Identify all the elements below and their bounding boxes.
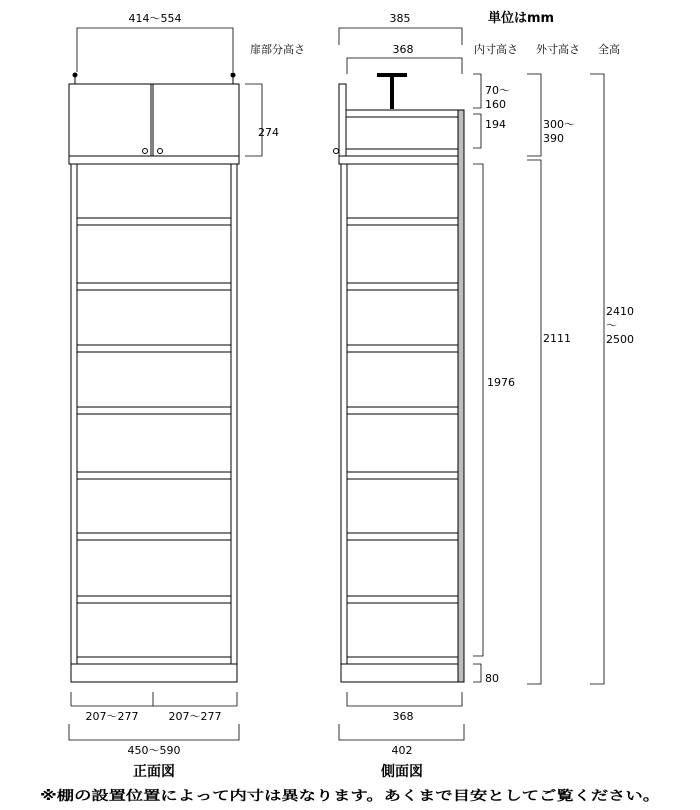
door-height-value: 274: [258, 126, 279, 139]
side-back-panel: [458, 110, 464, 682]
outer-height-dimensions: [527, 74, 575, 684]
adjust-height-a: 70〜: [485, 84, 510, 97]
upper-inner-height: 194: [485, 118, 506, 131]
front-total-width: 450〜590: [127, 744, 181, 757]
side-view: [334, 12, 465, 780]
pole-knob-left: [73, 73, 78, 78]
side-front-rail: [341, 164, 347, 682]
side-upper-back: [339, 84, 346, 164]
total-height-tilde: 〜: [606, 319, 617, 332]
footnote: ※棚の設置位置によって内寸は異なります。あくまで目安としてご覧ください。: [40, 789, 507, 804]
lower-inner-height: 1976: [487, 376, 515, 389]
tension-bar-top: [377, 73, 407, 77]
header-inner-height: 内寸高さ: [474, 43, 518, 56]
upper-outer-b: 390: [543, 132, 564, 145]
total-height-a: 2410: [606, 305, 634, 318]
adjust-height-b: 160: [485, 98, 506, 111]
side-outer-bottom: 402: [391, 744, 413, 757]
side-outer-top: 385: [389, 12, 411, 25]
lower-outer-height: 2111: [543, 332, 571, 345]
side-shelves: [341, 218, 458, 682]
total-height-b: 2500: [606, 333, 634, 346]
front-view: [69, 12, 279, 780]
base-height: 80: [485, 672, 499, 685]
front-left-side: [71, 164, 77, 682]
upper-outer-a: 300〜: [543, 118, 575, 131]
tension-bar-stem: [390, 77, 394, 109]
upper-door-unit: [69, 84, 239, 156]
front-caption: 正面図: [133, 764, 175, 780]
front-half-left: 207〜277: [85, 710, 139, 723]
side-door-knob: [334, 149, 339, 154]
side-inner-top: 368: [392, 43, 414, 56]
header-total-height: 全高: [598, 43, 620, 56]
side-inner-bottom: 368: [392, 710, 414, 723]
total-height-dimension: [590, 74, 634, 684]
front-half-right: 207〜277: [168, 710, 222, 723]
front-top-width: 414〜554: [128, 12, 182, 25]
unit-label: 単位はmm: [488, 11, 555, 26]
inner-height-dimensions: [473, 74, 515, 685]
header-outer-height: 外寸高さ: [536, 43, 580, 56]
side-caption: 側面図: [381, 764, 423, 780]
front-shelves: [71, 218, 237, 682]
pole-knob-right: [231, 73, 236, 78]
header-door-height: 扉部分高さ: [250, 43, 305, 56]
front-right-side: [231, 164, 237, 682]
